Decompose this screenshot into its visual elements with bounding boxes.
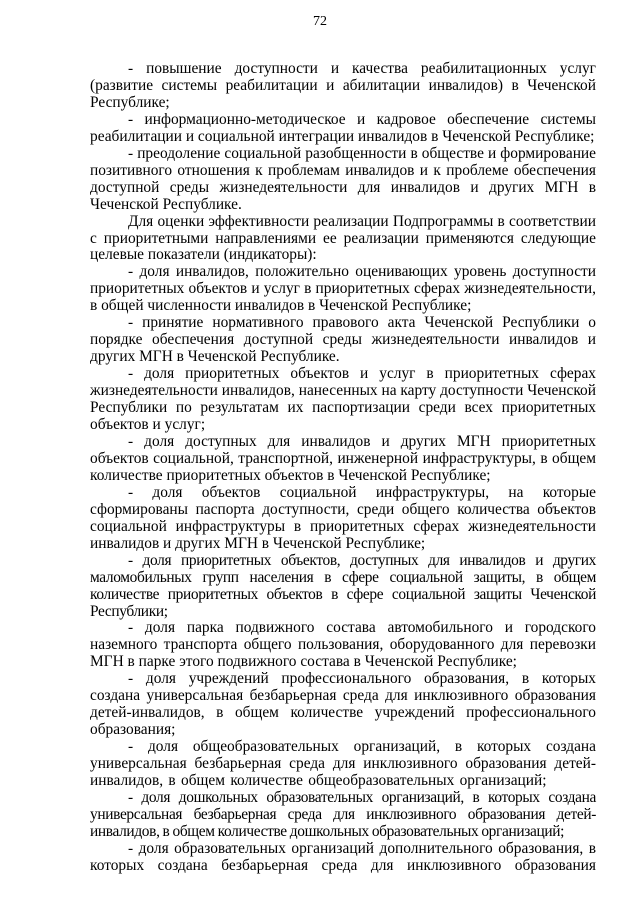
paragraph-social-integration: - преодоление социальной разобщенности в обществе и формирование позитивного отношения к проблемам инвалидов и к проблеме обеспечения доступной среды жизнедеятельности для инвалидов и других МГН в Чеченской Республике. (90, 144, 596, 213)
page-number: 72 (313, 14, 327, 29)
paragraph-indicator-disabled-share: - доля инвалидов, положительно оценивающих уровень доступности приоритетных объектов и услуг в приоритетных сферах жизнедеятельности, в общей численности инвалидов в Чеченской Республике; (90, 263, 596, 315)
paragraph-efficiency-evaluation: Для оценки эффективности реализации Подпрограммы в соответствии с приоритетными направлениями ее реализации применяются следующие целевые показатели (индикаторы): (90, 212, 596, 264)
paragraph-indicator-accessibility-map: - доля приоритетных объектов и услуг в приоритетных сферах жизнедеятельности инвалидов, нанесенных на карту доступности Чеченской Республики по результатам их паспортизации среди всех приоритетных объектов и услуг; (90, 365, 596, 434)
paragraph-indicator-additional-education: - доля образовательных организаций дополнительного образования, в которых создана безбарьерная среда для инклюзивного образования (90, 839, 596, 874)
paragraph-indicator-public-transport: - доля парка подвижного состава автомобильного и городского наземного транспорта общего пользования, оборудованного для перевозки МГН в парке этого подвижного состава в Чеченской Республике; (90, 619, 596, 671)
paragraph-indicator-vocational-education: - доля учреждений профессионального образования, в которых создана универсальная безбарьерная среда для инклюзивного образования детей-инвалидов, в общем количестве учреждений профессионального образования; (90, 670, 596, 739)
document-body (90, 61, 596, 875)
paragraph-indicator-accessible-objects: - доля доступных для инвалидов и других МГН приоритетных объектов социальной, транспортной, инженерной инфраструктуры, в общем количестве приоритетных объектов в Чеченской Республике; (90, 432, 596, 484)
paragraph-indicator-social-protection: - доля приоритетных объектов, доступных для инвалидов и других маломобильных групп населения в сфере социальной защиты, в общем количестве приоритетных объектов в сфере социальной защиты Чеченской Республики; (90, 551, 596, 620)
paragraph-indicator-legal-act: - принятие нормативного правового акта Чеченской Республики о порядке обеспечения доступной среды жизнедеятельности инвалидов и других МГН в Чеченской Республике. (90, 314, 596, 366)
paragraph-methodological-support: - информационно-методическое и кадровое обеспечение системы реабилитации и социальной интеграции инвалидов в Чеченской Республике; (90, 110, 596, 145)
paragraph-indicator-preschool-education: - доля дошкольных образовательных организаций, в которых создана универсальная безбарьерная среда для инклюзивного образования детей-инвалидов, в общем количестве дошкольных образовательных организаций; (90, 788, 596, 840)
paragraph-indicator-general-education: - доля общеобразовательных организаций, в которых создана универсальная безбарьерная среда для инклюзивного образования детей-инвалидов, в общем количестве общеобразовательных организаций; (90, 738, 596, 790)
paragraph-rehabilitation-services: - повышение доступности и качества реабилитационных услуг (развитие системы реабилитации и абилитации инвалидов) в Чеченской Республике; (90, 60, 596, 111)
paragraph-indicator-accessibility-passports: - доля объектов социальной инфраструктуры, на которые сформированы паспорта доступности, среди общего количества объектов социальной инфраструктуры в приоритетных сферах жизнедеятельности инвалидов и других МГН в Чеченской Республике; (90, 483, 596, 552)
